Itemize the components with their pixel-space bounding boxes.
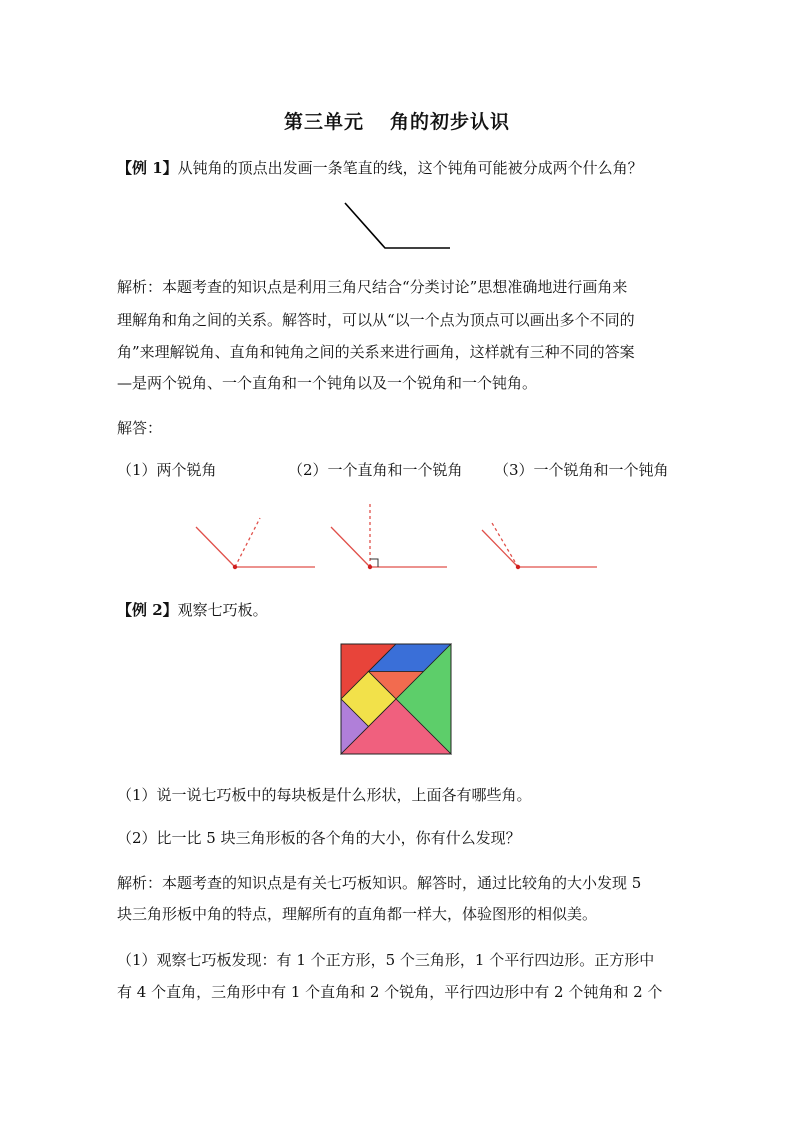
example1-analysis-line-3: 角”来理解锐角、直角和钝角之间的关系来进行画角，这样就有三种不同的答案 (117, 343, 635, 361)
case-1-figure (190, 510, 320, 580)
example2-question-text: 观察七巧板。 (177, 601, 268, 619)
example1-analysis-line-2: 理解角和角之间的关系。解答时，可以从“以一个点为顶点可以画出多个不同的 (117, 311, 635, 329)
example2-question (117, 600, 268, 620)
case-2-label: （2）一个直角和一个锐角 (288, 461, 463, 479)
obtuse-angle-figure (340, 200, 455, 252)
case-3-label: （3）一个锐角和一个钝角 (494, 461, 669, 479)
unit-label: 第三单元 (283, 111, 364, 133)
example2-q2: （2）比一比 5 块三角形板的各个角的大小，你有什么发现？ (117, 829, 521, 847)
case-2-figure (325, 500, 455, 575)
example1-analysis-line-1: 解析：本题考查的知识点是利用三角尺结合“分类讨论”思想准确地进行画角来 (117, 278, 628, 296)
example2-q1: （1）说一说七巧板中的每块板是什么形状，上面各有哪些角。 (117, 786, 532, 804)
example1-question-text: 从钝角的顶点出发画一条笔直的线，这个钝角可能被分成两个什么角？ (177, 159, 643, 177)
case-1-label: （1）两个锐角 (117, 461, 217, 479)
example1-question (117, 158, 643, 178)
example2-label: 【例 2】 (117, 601, 178, 619)
example2-answer-line-1: （1）观察七巧板发现：有 1 个正方形，5 个三角形，1 个平行四边形。正方形中 (117, 951, 655, 969)
example1-label: 【例 1】 (117, 159, 178, 177)
example2-answer-line-2: 有 4 个直角，三角形中有 1 个直角和 2 个锐角，平行四边形中有 2 个钝角和 2 个 (117, 983, 663, 1001)
example2-analysis-line-1: 解析：本题考查的知识点是有关七巧板知识。解答时，通过比较角的大小发现 5 (117, 874, 642, 892)
answer-label: 解答： (117, 419, 163, 437)
example1-analysis-line-4: —是两个锐角、一个直角和一个钝角以及一个锐角和一个钝角。 (117, 374, 538, 392)
page-title (0, 107, 794, 134)
example2-analysis-line-2: 块三角形板中角的特点，理解所有的直角都一样大，体验图形的相似美。 (117, 905, 598, 923)
case-3-figure (475, 510, 605, 580)
tangram-figure (341, 644, 451, 754)
topic-label: 角的初步认识 (390, 111, 511, 133)
